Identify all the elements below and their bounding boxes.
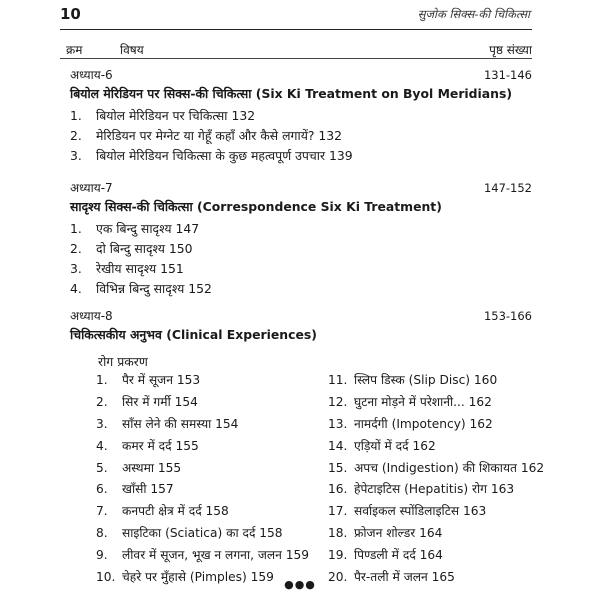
chapter-page-range: 147-152 bbox=[483, 181, 532, 195]
item-number: 3. bbox=[96, 416, 108, 431]
chapter-title: चिकित्सकीय अनुभव (Clinical Experiences) bbox=[70, 327, 317, 342]
item-text: सिर में गर्मी 154 bbox=[122, 394, 198, 409]
item-text: कनपटी क्षेत्र में दर्द 158 bbox=[122, 504, 229, 519]
item-text: बियोल मेरिडियन पर चिकित्सा 132 bbox=[96, 108, 256, 123]
column-head-page: पृष्ठ संख्या bbox=[489, 43, 532, 57]
item-number: 5. bbox=[96, 460, 108, 475]
item-number: 12. bbox=[328, 394, 348, 409]
item-text: दो बिन्दु सादृश्य 150 bbox=[96, 241, 193, 256]
list-item bbox=[96, 545, 309, 567]
item-text: अस्थमा 155 bbox=[122, 460, 182, 475]
item-text: रेखीय सादृश्य 151 bbox=[96, 261, 184, 276]
chapter-items bbox=[70, 219, 532, 299]
item-text: एड़ियों में दर्द 162 bbox=[354, 438, 436, 453]
list-item bbox=[328, 523, 544, 545]
column-head-subject: विषय bbox=[120, 43, 144, 57]
chapter-title: बियोल मेरिडियन पर सिक्स-की चिकित्सा (Six Ki Treatment on Byol Meridians) bbox=[70, 86, 513, 101]
chapter-page-range: 131-146 bbox=[483, 68, 532, 82]
list-item bbox=[70, 146, 532, 166]
item-text: मेरिडियन पर मेग्नेट या गेहूँ कहाँ और कैसे लगायें? 132 bbox=[96, 128, 343, 143]
list-item bbox=[96, 436, 309, 458]
item-number: 10. bbox=[96, 570, 116, 585]
list-item bbox=[96, 479, 309, 501]
list-item bbox=[70, 106, 532, 126]
item-text: स्लिप डिस्क (Slip Disc) 160 bbox=[354, 373, 498, 387]
chapter-label: अध्याय-7 bbox=[70, 181, 113, 195]
list-item bbox=[328, 370, 544, 392]
list-item bbox=[96, 392, 309, 414]
page-number: 10 bbox=[60, 5, 81, 23]
item-number: 13. bbox=[328, 416, 348, 431]
item-number: 1. bbox=[70, 221, 82, 236]
chapter-label: अध्याय-8 bbox=[70, 309, 113, 323]
item-number: 1. bbox=[70, 108, 82, 123]
header-rule bbox=[60, 29, 532, 30]
list-item bbox=[70, 219, 532, 239]
list-item bbox=[328, 501, 544, 523]
chapter-items bbox=[70, 106, 532, 166]
list-item bbox=[328, 436, 544, 458]
item-text: अपच (Indigestion) की शिकायत 162 bbox=[354, 460, 545, 475]
running-head: सुजोक सिक्स-की चिकित्सा bbox=[417, 7, 530, 21]
list-item bbox=[96, 370, 309, 392]
list-item bbox=[328, 392, 544, 414]
item-number: 2. bbox=[96, 394, 108, 409]
list-item bbox=[328, 479, 544, 501]
column-head-serial: क्रम bbox=[66, 43, 83, 57]
list-item bbox=[96, 523, 309, 545]
item-text: विभिन्न बिन्दु सादृश्य 152 bbox=[96, 281, 212, 296]
chapter-6 bbox=[70, 67, 532, 166]
item-number: 20. bbox=[328, 570, 348, 585]
item-text: फ्रोजन शोल्डर 164 bbox=[354, 526, 443, 541]
list-item bbox=[96, 414, 309, 436]
item-text: एक बिन्दु सादृश्य 147 bbox=[96, 221, 200, 236]
item-number: 2. bbox=[70, 241, 82, 256]
section-subhead: रोग प्रकरण bbox=[98, 354, 148, 369]
item-text: लीवर में सूजन, भूख न लगना, जलन 159 bbox=[122, 548, 310, 563]
list-item bbox=[96, 501, 309, 523]
item-number: 6. bbox=[96, 482, 108, 497]
list-item bbox=[70, 126, 532, 146]
item-number: 11. bbox=[328, 373, 348, 387]
item-text: हेपेटाइटिस (Hepatitis) रोग 163 bbox=[354, 482, 515, 497]
chapter-7 bbox=[70, 180, 532, 299]
list-item bbox=[96, 458, 309, 480]
list-item bbox=[70, 239, 532, 259]
item-number: 3. bbox=[70, 261, 82, 276]
item-text: पैर-तली में जलन 165 bbox=[354, 570, 455, 585]
item-text: बियोल मेरिडियन चिकित्सा के कुछ महत्वपूर्ण उपचार 139 bbox=[96, 148, 353, 163]
item-text: पिण्डली में दर्द 164 bbox=[354, 548, 443, 563]
chapter-page-range: 153-166 bbox=[483, 309, 532, 323]
case-list-right bbox=[328, 370, 544, 589]
item-number: 16. bbox=[328, 482, 348, 497]
item-text: साइटिका (Sciatica) का दर्द 158 bbox=[122, 526, 283, 541]
item-number: 17. bbox=[328, 504, 348, 519]
item-text: घुटना मोड़ने में परेशानी... 162 bbox=[354, 394, 492, 409]
list-item bbox=[328, 414, 544, 436]
item-number: 2. bbox=[70, 128, 82, 143]
item-text: पैर में सूजन 153 bbox=[122, 373, 201, 387]
item-number: 8. bbox=[96, 526, 108, 541]
list-item bbox=[70, 259, 532, 279]
list-item bbox=[328, 545, 544, 567]
item-text: चेहरे पर मुँहासे (Pimples) 159 bbox=[122, 570, 274, 585]
list-item bbox=[70, 279, 532, 299]
item-number: 4. bbox=[96, 438, 108, 453]
chapter-8 bbox=[70, 308, 532, 345]
chapter-label: अध्याय-6 bbox=[70, 68, 113, 82]
item-number: 15. bbox=[328, 460, 348, 475]
item-text: नामर्दगी (Impotency) 162 bbox=[354, 416, 493, 431]
item-number: 18. bbox=[328, 526, 348, 541]
item-text: साँस लेने की समस्या 154 bbox=[122, 416, 239, 431]
item-text: कमर में दर्द 155 bbox=[122, 438, 199, 453]
list-item bbox=[328, 458, 544, 480]
item-number: 19. bbox=[328, 548, 348, 563]
item-number: 7. bbox=[96, 504, 108, 519]
column-head-rule bbox=[60, 58, 532, 59]
item-text: खाँसी 157 bbox=[122, 482, 174, 497]
item-number: 4. bbox=[70, 281, 82, 296]
item-number: 3. bbox=[70, 148, 82, 163]
item-number: 1. bbox=[96, 373, 108, 387]
chapter-title: सादृश्य सिक्स-की चिकित्सा (Correspondence Six Ki Treatment) bbox=[70, 199, 442, 214]
item-text: सर्वाइकल स्पोंडिलाइटिस 163 bbox=[354, 504, 487, 519]
item-number: 9. bbox=[96, 548, 108, 563]
end-ornament: ●●● bbox=[284, 578, 316, 591]
item-number: 14. bbox=[328, 438, 348, 453]
case-list-left bbox=[96, 370, 309, 589]
